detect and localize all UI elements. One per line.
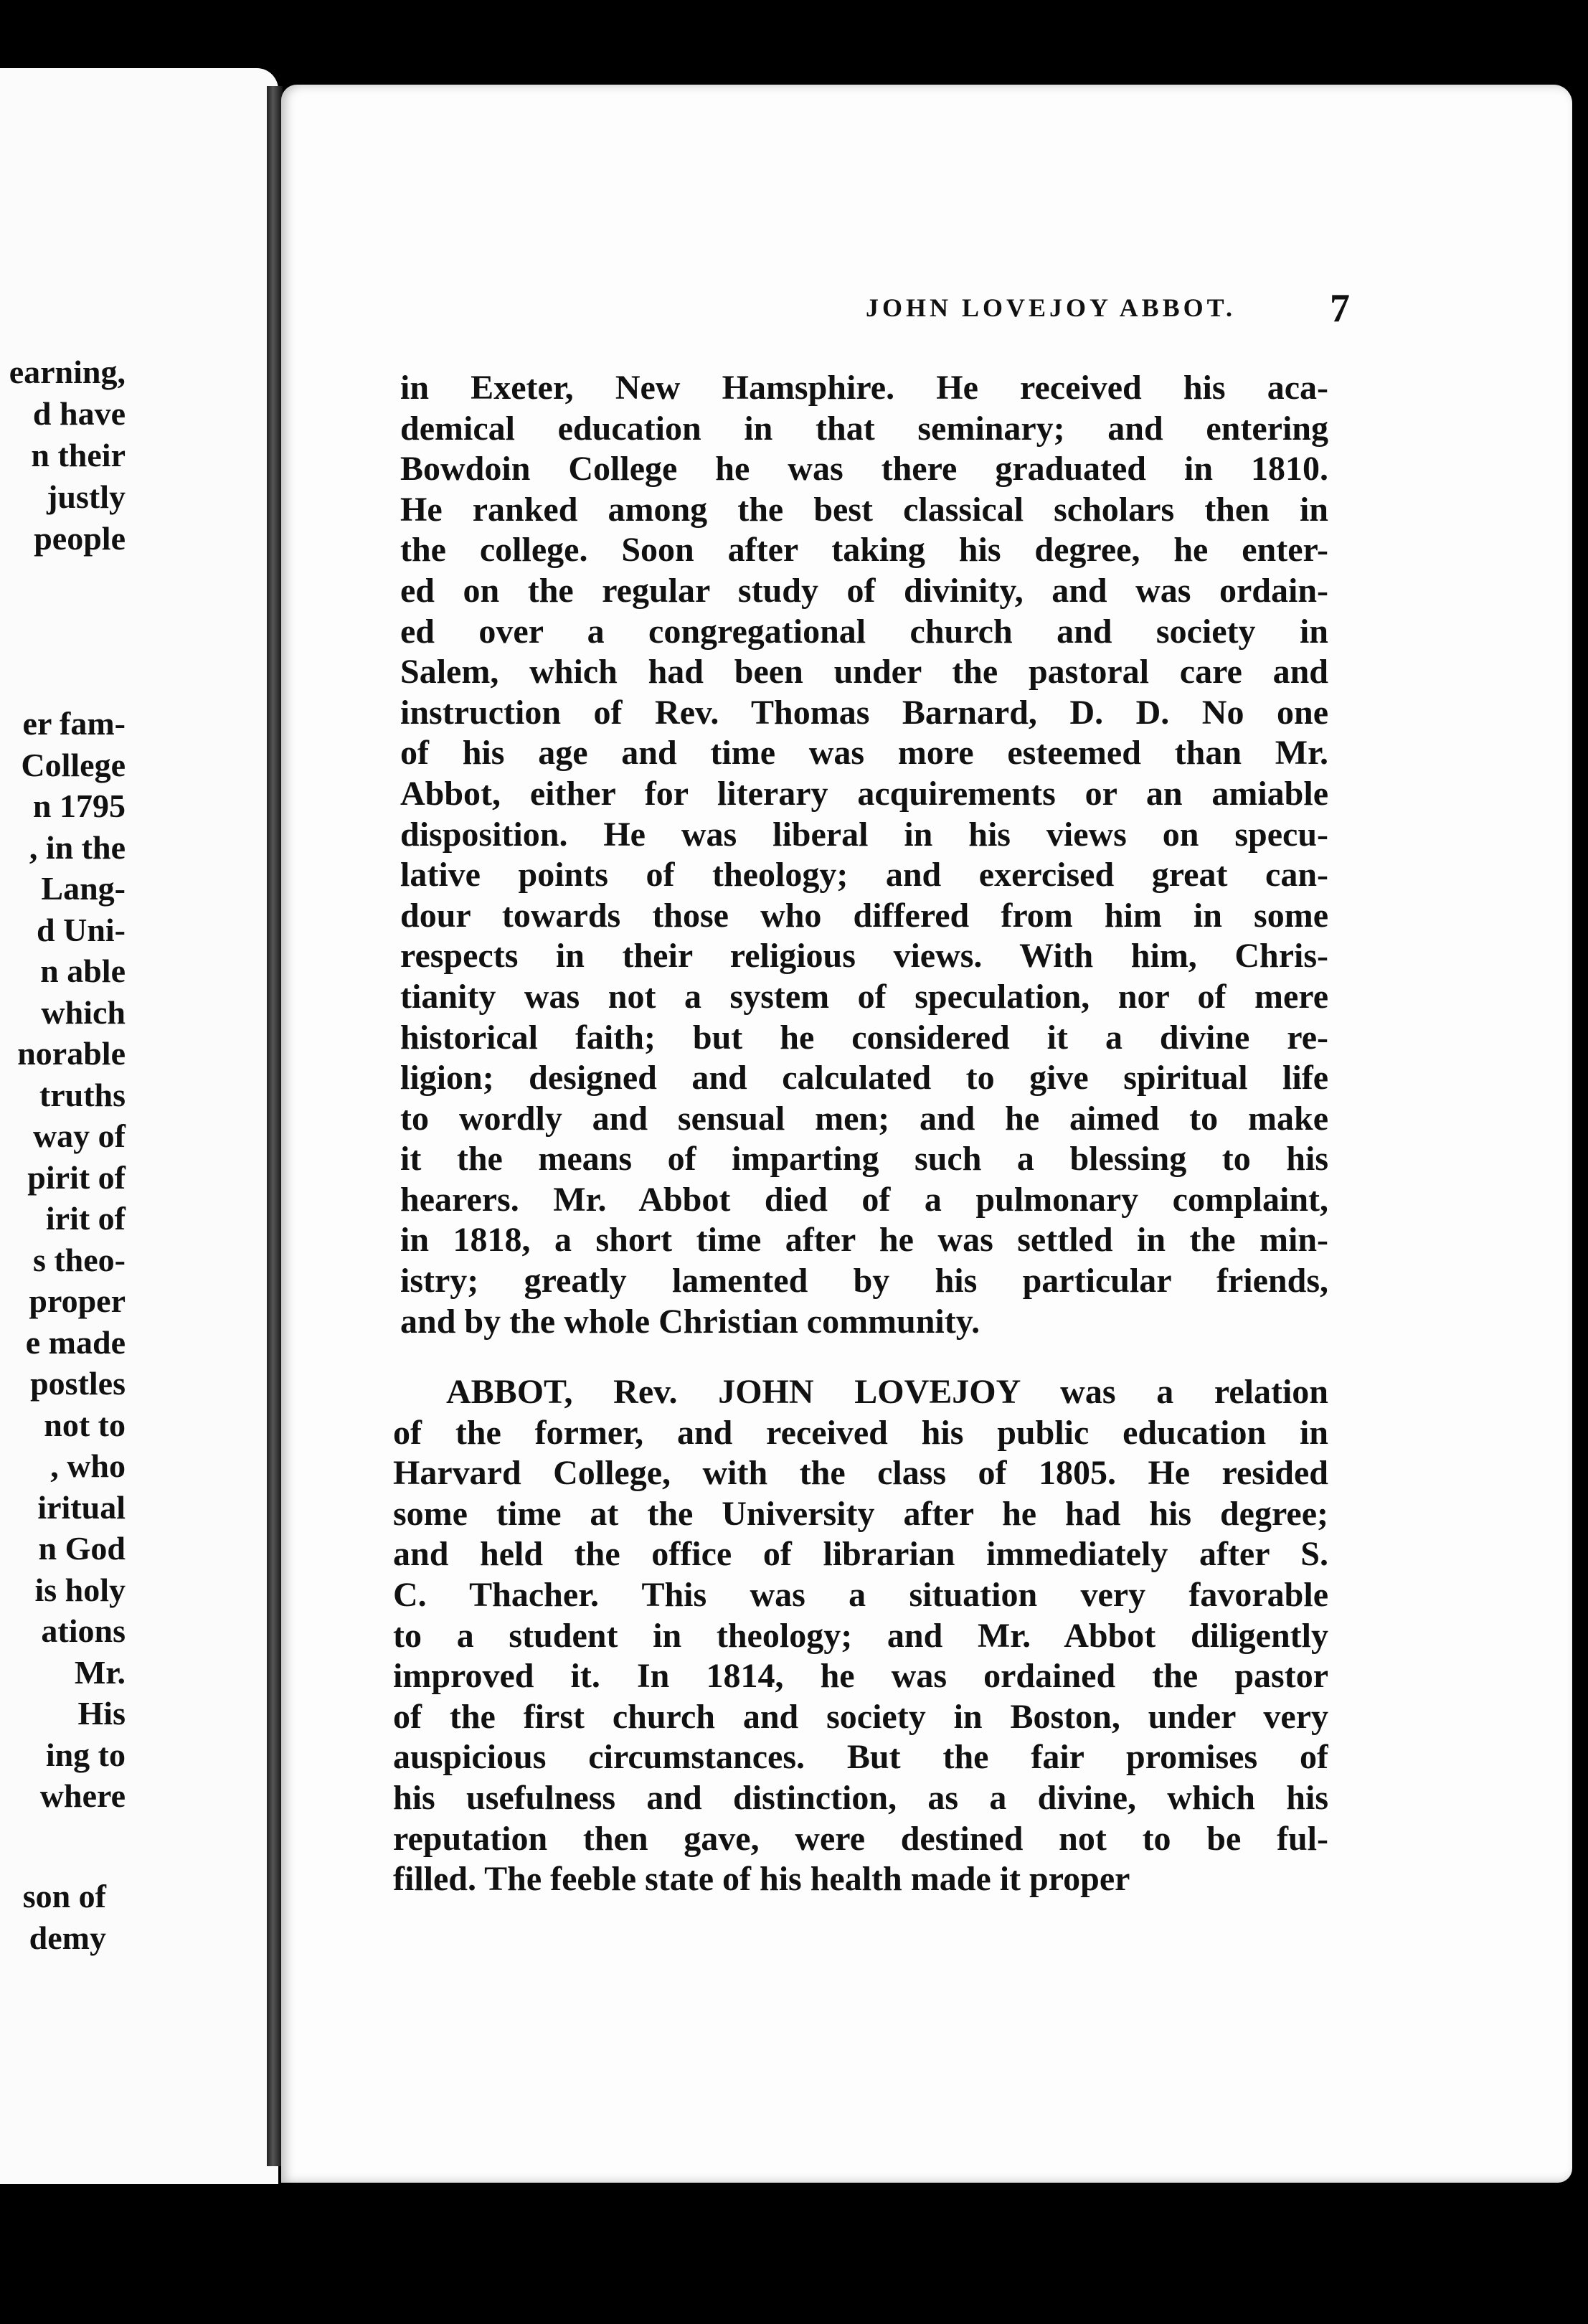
left-page-fragments-mid <box>0 703 126 1817</box>
text-line: and by the whole Christian community. <box>400 1302 980 1341</box>
text-line: hearers. Mr. Abbot died of a pulmonary complaint, <box>400 1180 1328 1219</box>
text-line: ed over a congregational church and society in <box>400 612 1328 651</box>
left-page-line: d Uni- <box>37 911 126 948</box>
left-page-line: pirit of <box>27 1158 126 1196</box>
text-line: Abbot, either for literary acquirements or an amiable <box>400 774 1328 813</box>
text-line: the college. Soon after taking his degree, he enter- <box>400 531 1328 570</box>
text-line: of his age and time was more esteemed than Mr. <box>400 734 1328 773</box>
text-line: tianity was not a system of speculation, nor of mere <box>400 977 1328 1016</box>
left-page-line: n 1795 <box>32 788 126 824</box>
paragraph-2 <box>393 1372 1328 1900</box>
left-page-line: justly <box>47 478 126 515</box>
left-page-line: Mr. <box>74 1653 126 1691</box>
text-line: it the means of imparting such a blessing to his <box>400 1140 1328 1178</box>
text-line: and held the office of librarian immediately after S. <box>393 1535 1328 1574</box>
text-line: in 1818, a short time after he was settled in the min- <box>400 1221 1328 1260</box>
text-line: filled. The feeble state of his health made it proper <box>393 1860 1130 1899</box>
text-line: improved it. In 1814, he was ordained the pastor <box>393 1657 1328 1696</box>
text-line: C. Thacher. This was a situation very favorable <box>393 1575 1328 1614</box>
left-page-line: not to <box>44 1406 126 1443</box>
text-line: disposition. He was liberal in his views on specu- <box>400 815 1328 854</box>
text-line: his usefulness and distinction, as a divine, which his <box>393 1778 1328 1817</box>
left-page-line: d have <box>32 395 126 432</box>
text-line: Harvard College, with the class of 1805. He resided <box>393 1454 1328 1493</box>
left-page-fragments-bottom <box>0 1876 106 1959</box>
paragraph-1 <box>400 368 1328 1342</box>
text-line: auspicious circumstances. But the fair promises of <box>393 1738 1328 1777</box>
left-page-line: truths <box>39 1076 126 1113</box>
text-line: He ranked among the best classical scholars then in <box>400 490 1328 529</box>
text-line: of the first church and society in Boston, under very <box>393 1697 1328 1736</box>
left-page-line: n their <box>31 437 126 473</box>
text-line: ABBOT, Rev. JOHN LOVEJOY was a relation <box>446 1373 1328 1411</box>
left-page-line: e made <box>25 1323 126 1361</box>
left-page-line: His <box>77 1695 126 1732</box>
left-page-line: way of <box>32 1118 126 1154</box>
text-line: respects in their religious views. With him, Chris- <box>400 937 1328 976</box>
text-line: in Exeter, New Hamsphire. He received his aca- <box>400 369 1328 407</box>
left-page-line: ations <box>41 1612 126 1649</box>
text-line: demical education in that seminary; and entering <box>400 409 1328 448</box>
running-head: JOHN LOVEJOY ABBOT. <box>865 293 1237 322</box>
book-gutter <box>267 86 283 2166</box>
text-line: Salem, which had been under the pastoral care and <box>400 653 1328 691</box>
left-page-line: College <box>21 746 126 783</box>
left-page-fragments-top <box>0 351 126 559</box>
left-page-line: er fam- <box>22 705 126 742</box>
text-line: istry; greatly lamented by his particular friends, <box>400 1262 1328 1300</box>
text-line: ligion; designed and calculated to give spiritual life <box>400 1059 1328 1097</box>
left-page-line: proper <box>29 1283 126 1319</box>
left-page-line: norable <box>17 1035 126 1072</box>
left-page-line: son of <box>22 1878 106 1914</box>
left-page-line: , who <box>50 1447 126 1484</box>
left-page-line: where <box>39 1777 126 1814</box>
text-line: instruction of Rev. Thomas Barnard, D. D. No one <box>400 693 1328 732</box>
text-line: ed on the regular study of divinity, and was ordain- <box>400 571 1328 610</box>
text-line: some time at the University after he had his degree; <box>393 1494 1328 1533</box>
text-line: of the former, and received his public education in <box>393 1413 1328 1452</box>
left-page-line: n able <box>40 953 126 989</box>
text-line: dour towards those who differed from him in some <box>400 896 1328 935</box>
left-page-line: earning, <box>9 354 126 390</box>
left-page-line: s theo- <box>32 1241 126 1278</box>
left-page-line: ing to <box>45 1736 126 1773</box>
left-page-line: , in the <box>29 828 126 866</box>
left-page-line: postles <box>30 1365 126 1402</box>
left-page-line: iritual <box>37 1488 126 1526</box>
text-line: lative points of theology; and exercised great can- <box>400 856 1328 894</box>
text-line: to wordly and sensual men; and he aimed to make <box>400 1099 1328 1138</box>
text-line: to a student in theology; and Mr. Abbot diligently <box>393 1616 1328 1655</box>
right-page <box>281 85 1572 2183</box>
left-page <box>0 68 278 2184</box>
left-page-line: n God <box>38 1530 126 1567</box>
left-page-line: which <box>41 993 126 1031</box>
left-page-line: demy <box>29 1919 106 1956</box>
page-number: 7 <box>1330 286 1350 331</box>
text-line: Bowdoin College he was there graduated in 1810. <box>400 450 1328 488</box>
left-page-line: Lang- <box>41 870 126 907</box>
left-page-line: people <box>34 520 126 557</box>
left-page-line: is holy <box>34 1571 126 1608</box>
left-page-line: irit of <box>45 1200 126 1237</box>
text-line: reputation then gave, were destined not to be ful- <box>393 1819 1328 1858</box>
text-line: historical faith; but he considered it a divine re- <box>400 1018 1328 1057</box>
